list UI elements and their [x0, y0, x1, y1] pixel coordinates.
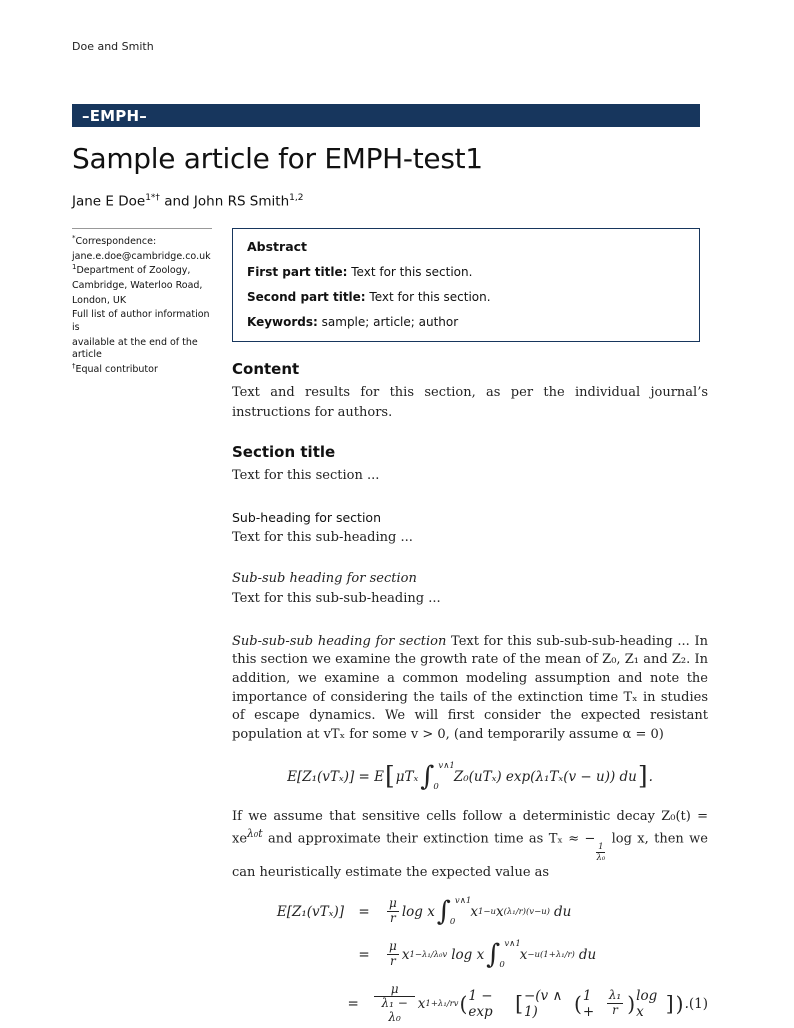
- section-paragraph: Text for this section ...: [232, 468, 380, 483]
- aligned-equations: [232, 897, 708, 1025]
- fraction: $\frac{\mu}{r}$: [389, 896, 397, 926]
- article-title: Sample article for EMPH-test1: [72, 142, 483, 175]
- correspondence-note: [72, 228, 212, 377]
- equation-number: (1): [688, 995, 708, 1012]
- equation-row-1: E[Z₁(vTₓ)] = $\frac{\mu}{r}$ log x ∫ v∧1 0 x 1−u x (λ₁/r)(v−u) du: [276, 895, 572, 928]
- correspondence-label: *Correspondence:: [72, 234, 157, 248]
- abstract-box: [232, 228, 700, 342]
- author-2-affiliation-marks: 1,2: [289, 193, 304, 203]
- display-equation: E[Z₁(vTₓ)] = E [ μTₓ ∫ v∧1 0 Z₀(uTₓ) exp(λ₁Tₓ(v − u)) du ] .: [287, 760, 653, 793]
- authors-connector: and: [159, 193, 194, 210]
- main-column: [232, 360, 708, 1028]
- equation-row-3: = $\frac{\mu}{\text{λ₁ − λ₀}}$ x 1+λ₁/rv ( 1 − exp [ −(v ∧ 1) ( 1 + $\frac{\text{λ₁}}{r}$ ) log x ] ) . (1): [347, 981, 708, 1025]
- correspondence-email: jane.e.doe@cambridge.co.uk: [72, 250, 211, 262]
- banner-label: –EMPH–: [82, 106, 147, 125]
- author-1: Jane E Doe: [72, 193, 146, 210]
- fraction: $\frac{\mu}{r}$: [389, 939, 397, 969]
- heading-content: Content: [232, 360, 300, 378]
- abstract-second-part: Second part title: Text for this section.: [247, 290, 491, 304]
- fraction: $\frac{\mu}{\text{λ₁ − λ₀}}$: [374, 983, 414, 1025]
- integral-icon: ∫: [486, 939, 501, 971]
- decay-paragraph: If we assume that sensitive cells follow a deterministic decay $Z_0(t) = xe^{\lambda_0t}$ and approximate their extinction time as Tₓ ≈ − $\frac{1}{\text{λ₀}}$ log x, then we can heuristically estimate the expected value as: [232, 808, 708, 881]
- heading-subsub: Sub-sub heading for section: [232, 571, 417, 586]
- affiliation-line-3: London, UK: [72, 294, 127, 306]
- inline-fraction: $\frac{1}{\text{λ₀}}$: [596, 841, 606, 863]
- heading-section-title: Section title: [232, 443, 336, 461]
- left-bracket: [: [384, 761, 395, 791]
- left-paren: (: [459, 991, 468, 1016]
- author-info-note-2: available at the end of the article: [72, 336, 198, 361]
- abstract-keywords: Keywords: sample; article; author: [247, 315, 459, 329]
- running-head: Doe and Smith: [72, 40, 154, 53]
- subsubsub-paragraph: Sub-sub-sub heading for section Text for this sub-sub-sub-heading ... In this section we examine the growth rate of the mean of Z₀, Z₁ and Z₂. In addition, we examine a common modeling assumption and note the importance of considering the tails of the extinction time Tₓ in studies of escape dynamics. We will first consider the expected resistant population at vTₓ for some v > 0, (and temporarily assume α = 0): [232, 633, 708, 743]
- emph-banner: [72, 104, 700, 127]
- left-square-bracket: [: [515, 991, 523, 1016]
- authors-line: [72, 193, 303, 210]
- content-paragraph: Text and results for this section, as per the individual journal’s instructions for authors.: [232, 385, 708, 420]
- affiliation-line-2: Cambridge, Waterloo Road,: [72, 280, 203, 292]
- fraction: $\frac{\text{λ₁}}{r}$: [608, 988, 622, 1018]
- author-info-note-1: Full list of author information is: [72, 309, 210, 334]
- heading-sub: Sub-heading for section: [232, 509, 381, 525]
- integral-icon: ∫: [436, 896, 451, 928]
- right-paren: ): [675, 991, 684, 1016]
- author-2: John RS Smith: [193, 193, 290, 210]
- heading-subsubsub: Sub-sub-sub heading for section: [232, 633, 447, 649]
- subsub-paragraph: Text for this sub-sub-heading ...: [232, 591, 441, 606]
- abstract-first-part: First part title: Text for this section.: [247, 265, 473, 279]
- right-paren: ): [627, 991, 636, 1016]
- left-paren: (: [573, 991, 582, 1016]
- integral: ∫ v∧1 0: [420, 760, 455, 793]
- exponent: λ₀t: [247, 827, 263, 841]
- integral-icon: ∫: [420, 761, 435, 793]
- affiliation-line-1: $^1$Department of Zoology,: [72, 263, 191, 277]
- equal-contributor-note: †Equal contributor: [72, 361, 158, 376]
- integral: ∫ v∧1 0: [436, 895, 472, 928]
- author-1-affiliation-marks: 1*†: [145, 193, 160, 203]
- abstract-title: Abstract: [247, 239, 308, 254]
- equation-row-2: = $\frac{\mu}{r}$ x 1−λ₁/λ₀v log x ∫ v∧1 0 x −u(1+λ₁/r) du: [358, 938, 597, 971]
- right-bracket: ]: [637, 761, 648, 791]
- right-square-bracket: ]: [665, 991, 674, 1016]
- sub-paragraph: Text for this sub-heading ...: [232, 529, 413, 545]
- integral: ∫ v∧1 0: [486, 938, 521, 971]
